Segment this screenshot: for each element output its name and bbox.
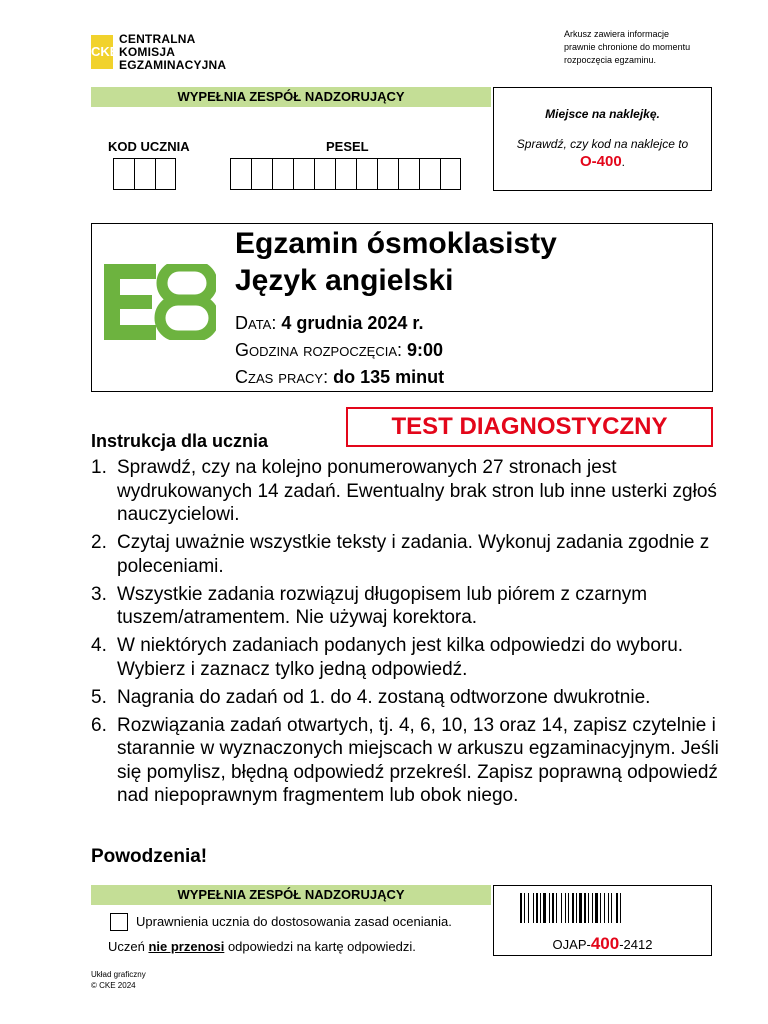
duration-label: Czas pracy: (235, 367, 329, 387)
barcode-bar (536, 893, 538, 923)
sticker-code-line (494, 153, 711, 170)
instruction-item (91, 531, 731, 578)
kod-ucznia-label: KOD UCZNIA (108, 139, 190, 154)
barcode-bar (552, 893, 554, 923)
barcode-bar (520, 893, 522, 923)
pesel-digit-box[interactable] (419, 158, 440, 190)
adjustment-checkbox[interactable] (110, 913, 128, 931)
barcode-bar (528, 893, 529, 923)
instruction-item (91, 634, 731, 681)
pesel-digit-box[interactable] (251, 158, 272, 190)
barcode-bar (576, 893, 577, 923)
date-label: Data: (235, 313, 277, 333)
pesel-digit-box[interactable] (356, 158, 377, 190)
instruction-number: 3. (91, 583, 107, 605)
sheet-code-suffix: -2412 (619, 937, 653, 952)
instruction-number: 2. (91, 532, 107, 553)
start-value: 9:00 (407, 340, 444, 360)
barcode-bar (600, 893, 601, 923)
barcode-bar (533, 893, 534, 923)
sticker-code: O-400 (579, 153, 622, 170)
duration-value: do 135 minut (333, 367, 445, 387)
barcode-bar (579, 893, 582, 923)
barcode-bar (608, 893, 609, 923)
sticker-text: Sprawdź, czy kod na naklejce to (516, 137, 689, 151)
logo-line-3: EGZAMINACYJNA (119, 58, 227, 72)
instructions-list (91, 456, 731, 812)
start-label: Godzina rozpoczęcia: (235, 340, 403, 360)
instruction-text: Sprawdź, czy na kolejno ponumerowanych 27 stronach jest wydrukowanych 14 zadań. Ewentualny brak stron lub inne usterki zgłoś nauczycielowi. (117, 457, 717, 525)
footer-line-1: Układ graficzny (91, 970, 146, 979)
barcode-bar (556, 893, 557, 923)
supervisor-banner-top: WYPEŁNIA ZESPÓŁ NADZORUJĄCY (91, 87, 491, 107)
cke-logo-text (119, 33, 226, 72)
instruction-text: W niektórych zadaniach podanych jest kilka odpowiedzi do wyboru. Wybierz i zaznacz tylko jedną odpowiedź. (117, 635, 684, 680)
instruction-item (91, 686, 731, 710)
instruction-item (91, 714, 731, 808)
barcode-bar (588, 893, 589, 923)
barcode-bar (620, 893, 621, 923)
pesel-label: PESEL (326, 139, 369, 154)
protected-note (564, 28, 734, 67)
pesel-digit-box[interactable] (440, 158, 461, 190)
kod-digit-box[interactable] (134, 158, 155, 190)
pesel-digit-box[interactable] (377, 158, 398, 190)
barcode-bar (604, 893, 605, 923)
adjustment-checkbox-label: Uprawnienia ucznia do dostosowania zasad oceniania. (136, 914, 452, 929)
barcode-bar (543, 893, 546, 923)
footer-line-2: © CKE 2024 (91, 981, 136, 990)
cke-logo (91, 33, 241, 73)
barcode-bar (568, 893, 569, 923)
instruction-text: Wszystkie zadania rozwiązuj długopisem lub piórem z czarnym tuszem/atramentem. Nie używaj korektora. (117, 583, 648, 628)
pesel-digit-box[interactable] (230, 158, 251, 190)
pesel-digit-box[interactable] (335, 158, 356, 190)
cke-logo-icon: CKE (91, 35, 113, 69)
instruction-number: 1. (91, 457, 107, 478)
supervisor-banner-bottom: WYPEŁNIA ZESPÓŁ NADZORUJĄCY (91, 885, 491, 905)
pesel-field[interactable] (230, 158, 461, 190)
exam-date-line (235, 310, 423, 336)
barcode-bar (540, 893, 541, 923)
barcode-bar (572, 893, 574, 923)
exam-title: Egzamin ósmoklasisty (235, 227, 557, 260)
instruction-text: Nagrania do zadań od 1. do 4. zostaną odtworzone dwukrotnie. (117, 686, 651, 708)
sticker-title: Miejsce na naklejkę. (545, 107, 660, 121)
barcode-bar (595, 893, 598, 923)
footer (91, 969, 146, 991)
barcode-bar (524, 893, 525, 923)
pesel-digit-box[interactable] (398, 158, 419, 190)
pesel-digit-box[interactable] (293, 158, 314, 190)
exam-subject: Język angielski (235, 264, 454, 297)
no-carry-note (108, 939, 416, 954)
pesel-digit-box[interactable] (314, 158, 335, 190)
instructions-heading: Instrukcja dla ucznia (91, 431, 269, 451)
barcode-bar (611, 893, 612, 923)
date-value: 4 grudnia 2024 r. (281, 313, 424, 333)
exam-start-line (235, 337, 443, 363)
instruction-text: Czytaj uważnie wszystkie teksty i zadania. Wykonuj zadania zgodnie z poleceniami. (117, 532, 710, 577)
instruction-text: Rozwiązania zadań otwartych, tj. 4, 6, 10, 13 oraz 14, zapisz czytelnie i starannie w wyznaczonych miejscach w arkuszu egzaminacyjnym. Jeśli się pomylisz, błędną odpowiedź przekreśl. Zapisz poprawną odpowiedź nad niepoprawnym fragmentem lub obok niego. (117, 714, 719, 806)
instruction-number: 6. (91, 714, 107, 736)
barcode-bar (584, 893, 586, 923)
sheet-code-prefix: OJAP- (552, 937, 591, 952)
instruction-number: 5. (91, 686, 107, 708)
barcode-bar (616, 893, 618, 923)
no-carry-pre: Uczeń (108, 939, 149, 954)
instruction-item (91, 456, 731, 527)
kod-digit-box[interactable] (113, 158, 134, 190)
kod-ucznia-field[interactable] (113, 158, 176, 190)
no-carry-emphasis: nie przenosi (148, 939, 225, 954)
instruction-number: 4. (91, 635, 107, 656)
instruction-item (91, 583, 731, 630)
sticker-dot: . (621, 155, 626, 169)
barcode-bar (565, 893, 566, 923)
kod-digit-box[interactable] (155, 158, 176, 190)
sticker-area (493, 87, 712, 191)
barcode-icon (520, 893, 685, 923)
sheet-code-variant: 400 (590, 934, 620, 953)
logo-line-2: KOMISJA (119, 45, 176, 59)
pesel-digit-box[interactable] (272, 158, 293, 190)
barcode-bar (592, 893, 593, 923)
protected-note-line: prawnie chronione do momentu (564, 42, 691, 52)
protected-note-line: rozpoczęcia egzaminu. (564, 55, 657, 65)
logo-line-1: CENTRALNA (119, 32, 196, 46)
protected-note-line: Arkusz zawiera informacje (564, 29, 670, 39)
diagnostic-test-badge: TEST DIAGNOSTYCZNY (346, 407, 713, 447)
sheet-code (493, 934, 712, 954)
closing-text: Powodzenia! (91, 846, 208, 867)
e8-logo-icon (104, 264, 216, 340)
exam-duration-line (235, 364, 444, 390)
barcode-bar (549, 893, 550, 923)
barcode-bar (561, 893, 562, 923)
no-carry-post: odpowiedzi na kartę odpowiedzi. (224, 939, 416, 954)
